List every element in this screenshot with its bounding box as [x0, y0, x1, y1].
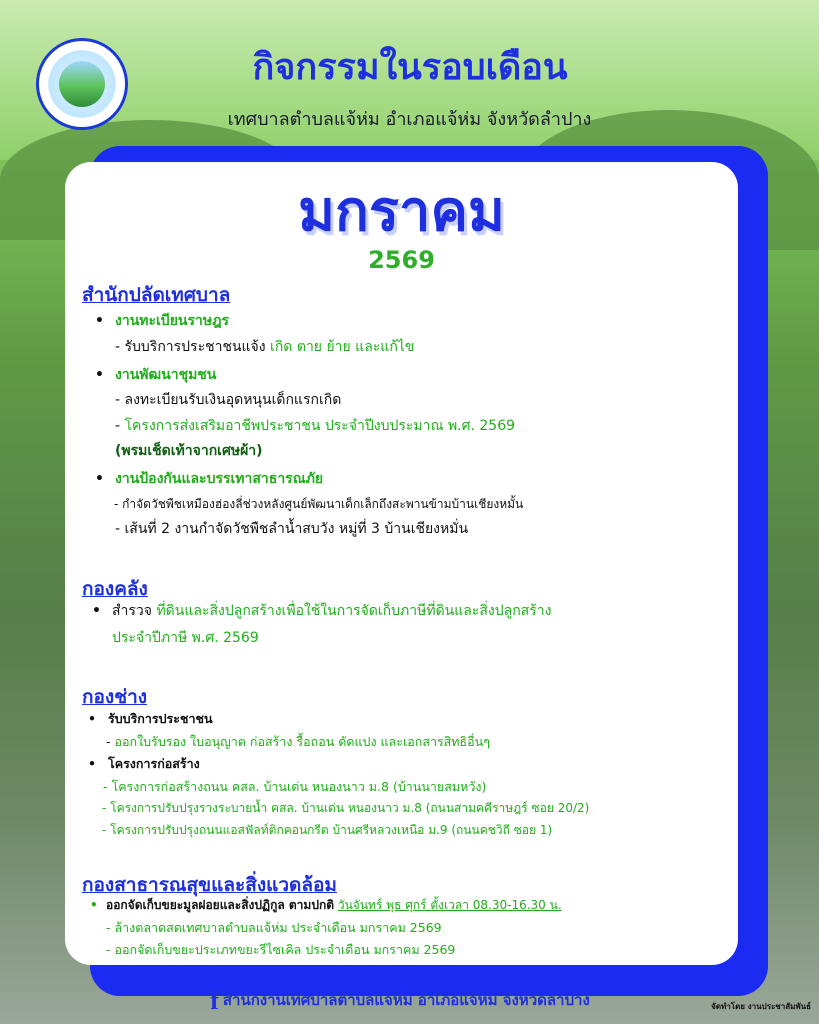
- item-line: - กำจัดวัชพืชเหมืองฮ่องลี่ช่วงหลังศูนย์พัฒนาเด็กเล็กถึงสะพานข้ามบ้านเชียงหมั้น: [114, 497, 524, 511]
- item-construction: • โครงการก่อสร้าง: [108, 756, 200, 772]
- year-heading: 2569: [368, 246, 435, 274]
- section-title-health: กองสาธารณสุขและสิ่งแวดล้อม: [82, 874, 337, 896]
- item-line: - โครงการปรับปรุงถนนแอสฟัลท์ติกคอนกรีต บ้านศรีหลวงเหนือ ม.9 (ถนนคชวิถี ซอย 1): [102, 823, 553, 837]
- page-title: กิจกรรมในรอบเดือน: [252, 47, 568, 88]
- item-line: - ออกจัดเก็บขยะประเภทขยะรีไซเคิล ประจำเดือน มกราคม 2569: [106, 942, 456, 957]
- section-title-office: สำนักปลัดเทศบาล: [82, 284, 231, 306]
- facebook-icon: f: [210, 986, 219, 1015]
- footer-facebook-page: fสำนักงานเทศบาลตำบลแจ้ห่ม อำเภอแจ้ห่ม จังหวัดลำปาง: [210, 986, 590, 1015]
- credit-text: จัดทำโดย งานประชาสัมพันธ์: [711, 1002, 811, 1011]
- item-line: - ออกใบรับรอง ใบอนุญาต ก่อสร้าง รื้อถอน ดัดแปง และเอกสารสิทธิอื่นๆ: [106, 734, 490, 749]
- section-title-engineering: กองช่าง: [82, 686, 148, 708]
- item-line: - โครงการส่งเสริมอาชีพประชาชน ประจำปีงบประมาณ พ.ศ. 2569: [115, 418, 516, 434]
- item-waste: • ออกจัดเก็บขยะมูลฝอยและสิ่งปฏิกูล ตามปกติ วันจันทร์ พุธ ศุกร์ ตั้งเวลา 08.30-16.30 น.: [106, 898, 562, 913]
- item-public-service: • รับบริการประชาชน: [108, 711, 213, 727]
- item-line: - ลงทะเบียนรับเงินอุดหนุนเด็กแรกเกิด: [115, 392, 342, 408]
- month-heading: มกราคม: [298, 179, 505, 244]
- item-line: ประจำปีภาษี พ.ศ. 2569: [112, 630, 259, 646]
- item-registration: • งานทะเบียนราษฎร: [115, 313, 229, 331]
- item-note: (พรมเช็ดเท้าจากเศษผ้า): [115, 443, 263, 459]
- item-line: • สำรวจ ที่ดินและสิ่งปลูกสร้างเพื่อใช้ในการจัดเก็บภาษีที่ดินและสิ่งปลูกสร้าง: [112, 603, 551, 621]
- item-disaster: • งานป้องกันและบรรเทาสาธารณภัย: [115, 471, 323, 489]
- item-line: - โครงการก่อสร้างถนน คสล. บ้านเด่น หนองนาว ม.8 (บ้านนายสมหวัง): [103, 779, 487, 794]
- item-line: - โครงการปรับปรุงรางระบายน้ำ คสล. บ้านเด่น หนองนาว ม.8 (ถนนสามคคีราษฎร์ ซอย 20/2): [102, 801, 590, 815]
- item-line: - ล้างตลาดสดเทศบาลตำบลแจ้ห่ม ประจำเดือน มกราคม 2569: [106, 920, 442, 935]
- section-title-finance: กองคลัง: [82, 578, 148, 600]
- page-subtitle: เทศบาลตำบลแจ้ห่ม อำเภอแจ้ห่ม จังหวัดลำปาง: [227, 109, 592, 130]
- item-line: - เส้นที่ 2 งานกำจัดวัชพืชลำน้ำสบวัง หมู่ที่ 3 บ้านเชียงหมั่น: [115, 521, 469, 537]
- item-line: - รับบริการประชาชนแจ้ง เกิด ตาย ย้าย และแก้ไข: [115, 339, 415, 355]
- item-community: • งานพัฒนาชุมชน: [115, 367, 216, 385]
